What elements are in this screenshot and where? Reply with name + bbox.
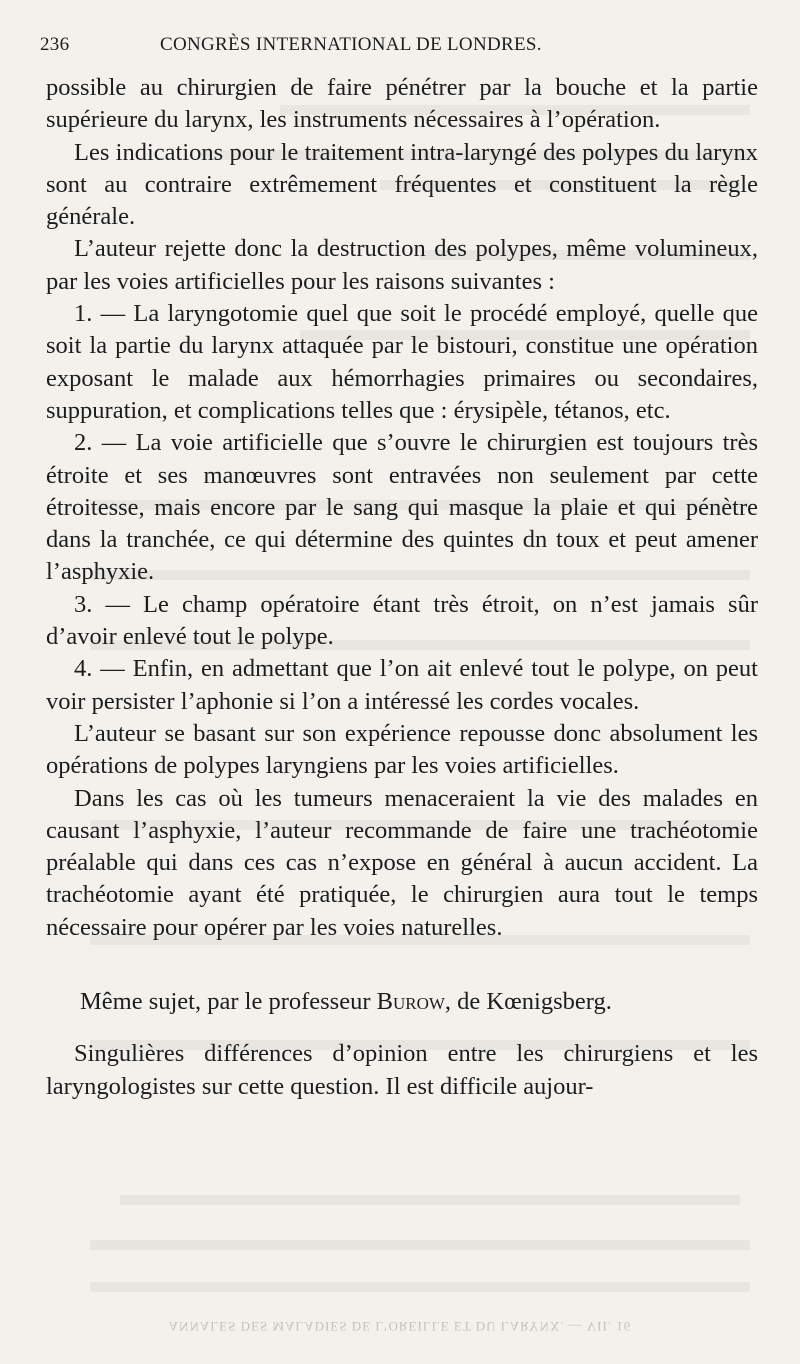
subtitle-prefix: Même sujet, par le professeur — [80, 988, 377, 1016]
paragraph-final: Singulières différences d’opinion entre les chirurgiens et les laryngologistes sur cette question. Il est difficile aujour- — [46, 1040, 758, 1100]
footer-bleed-text: ANNALES DES MALADIES DE L’OREILLE ET DU LARYNX. — VII. 16 — [168, 1319, 632, 1334]
page-header — [40, 34, 680, 64]
subtitle-author: Burow — [376, 988, 445, 1016]
running-title: CONGRÈS INTERNATIONAL DE LONDRES. — [160, 34, 542, 55]
list-item-2: 2. — La voie artificielle que s’ouvre le chirurgien est toujours très étroite et ses manœuvres sont entravées non seulement par cette étroitesse, mais encore par le sang qui masque la plaie et qui pénètre dans la tranchée, ce qui détermine des quintes dn toux et peut amener l’asphyxie. — [46, 429, 758, 586]
paragraph-tracheotomy: Dans les cas où les tumeurs menaceraient la vie des malades en causant l’asphyxie, l’auteur recommande de faire une trachéotomie préalable qui dans ces cas n’expose en général à aucun accident. La trachéotomie ayant été pratiquée, le chirurgien aura tout le temps nécessaire pour opérer par les voies naturelles. — [46, 784, 758, 941]
list-item-4: 4. — Enfin, en admettant que l’on ait enlevé tout le polype, on peut voir persister l’aphonie si l’on a intéressé les cordes vocales. — [46, 655, 758, 715]
paragraph-continuation: possible au chirurgien de faire pénétrer par la bouche et la partie supérieure du larynx, les instruments nécessaires à l’opération. — [46, 74, 758, 134]
page-body — [46, 72, 758, 1103]
paragraph-conclusion: L’auteur se basant sur son expérience repousse donc absolument les opérations de polypes laryngiens par les voies artificielles. — [46, 719, 758, 780]
paragraph-indications: Les indications pour le traitement intra-laryngé des polypes du larynx sont au contraire extrêmement fréquentes et constituent la règle générale. — [46, 138, 758, 231]
subtitle-suffix: , de Kœnigsberg. — [444, 988, 612, 1016]
list-item-1: 1. — La laryngotomie quel que soit le procédé employé, quelle que soit la partie du larynx attaquée par le bistouri, constitue une opération exposant le malade aux hémorrhagies primaires ou secondaires, suppuration, et complications telles que : érysipèle, tétanos, etc. — [46, 300, 758, 424]
paragraph-rejection: L’auteur rejette donc la destruction des polypes, même volumineux, par les voies artificielles pour les raisons suivantes : — [46, 235, 758, 295]
page-number: 236 — [40, 34, 70, 55]
list-item-3: 3. — Le champ opératoire étant très étroit, on n’est jamais sûr d’avoir enlevé tout le polype. — [46, 590, 758, 651]
section-subtitle — [46, 986, 758, 1018]
